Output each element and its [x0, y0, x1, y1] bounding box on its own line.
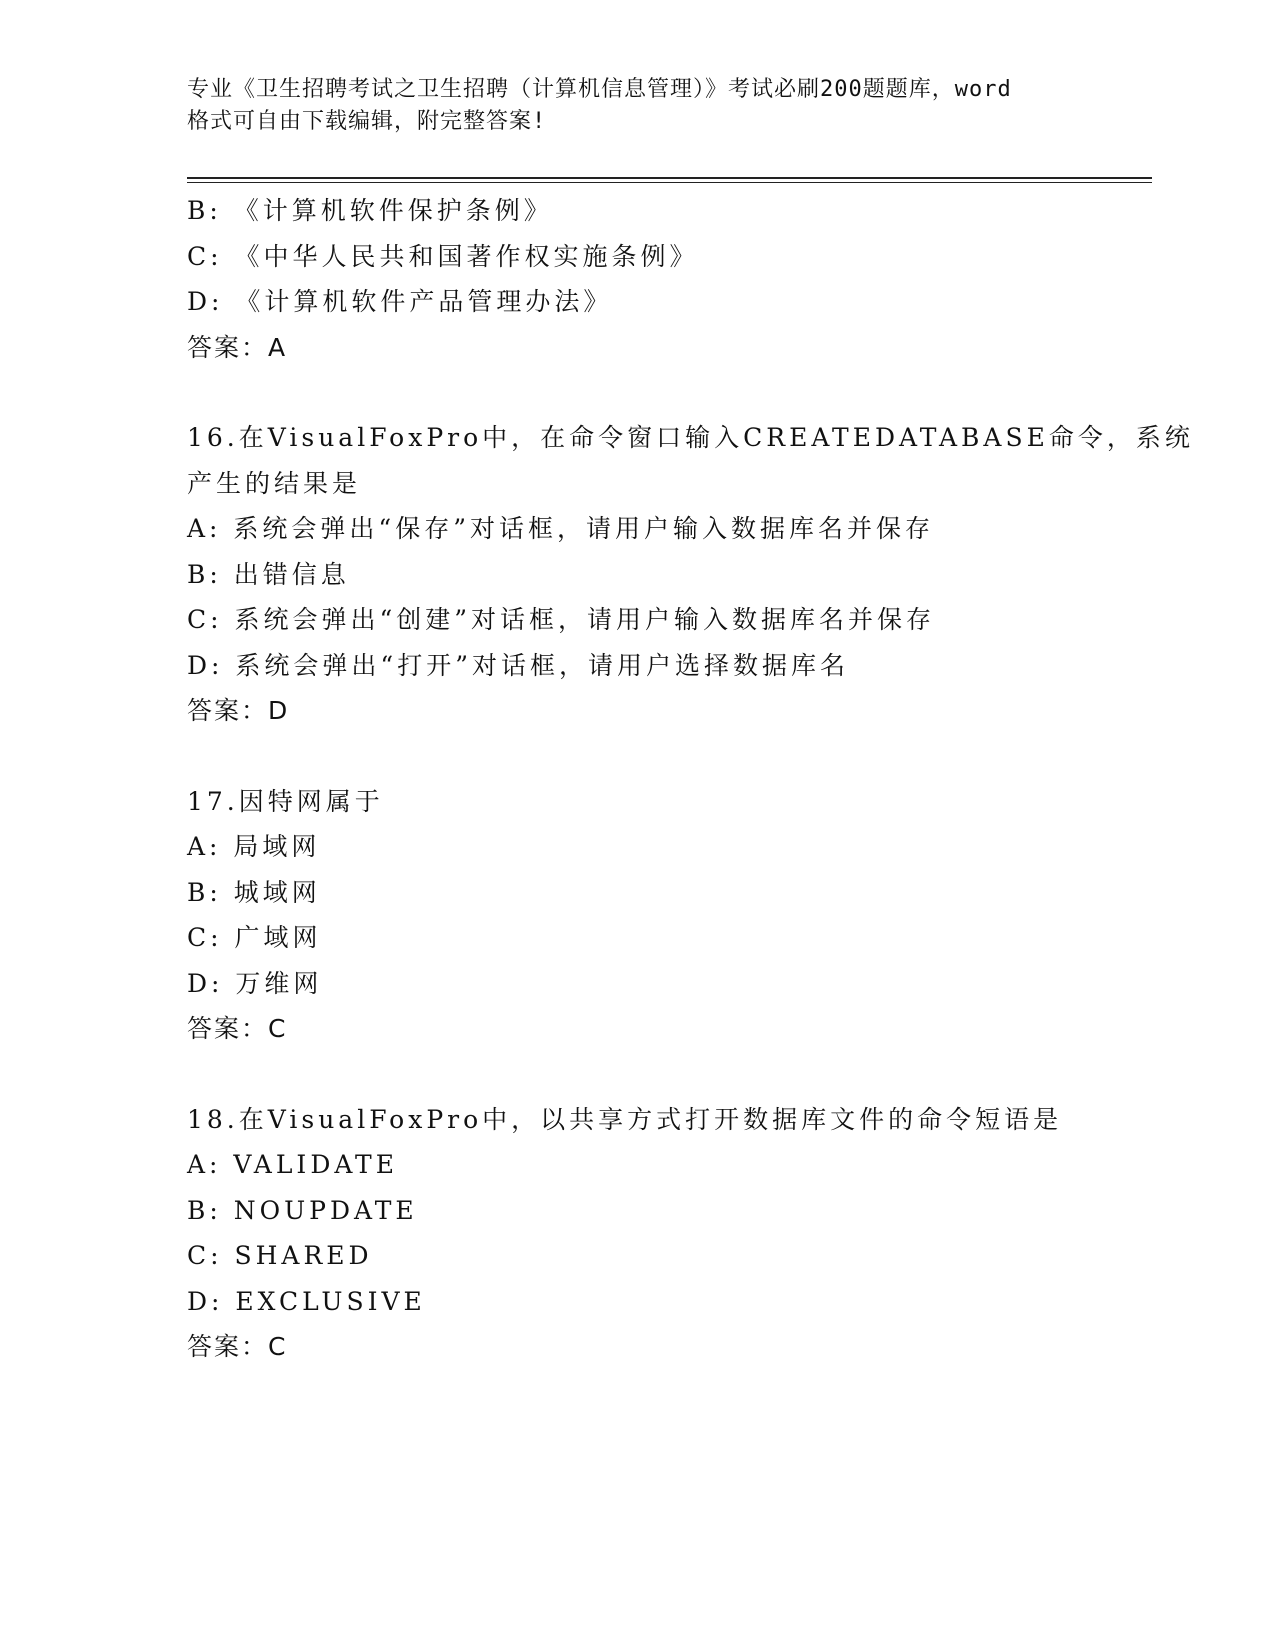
option-d: D: EXCLUSIVE: [187, 1286, 426, 1316]
question-17: [187, 779, 1147, 1052]
question-text-line-2: 产生的结果是: [187, 468, 362, 498]
option-a: A: 局域网: [187, 832, 321, 861]
option-c: C: SHARED: [187, 1241, 373, 1270]
option-b: B: 城域网: [187, 877, 321, 907]
question-18: [187, 1097, 1147, 1370]
option-d: D: 万维网: [187, 968, 323, 998]
header-divider-thin: [187, 182, 1152, 183]
option-a: A: 系统会弹出“保存”对话框，请用户输入数据库名并保存: [187, 514, 934, 543]
answer-line: 答案：A: [187, 332, 288, 362]
header-line-1: 专业《卫生招聘考试之卫生招聘（计算机信息管理）》考试必刷200题题库，word: [187, 77, 1012, 102]
option-c: C: 广域网: [187, 923, 322, 952]
option-c: C: 《中华人民共和国著作权实施条例》: [187, 241, 699, 271]
document-header: [187, 74, 1087, 138]
option-b: B: NOUPDATE: [187, 1195, 418, 1225]
question-16: [187, 415, 1194, 734]
question-text-line-1: 16.在VisualFoxPro中，在命令窗口输入CREATEDATABASE命令，系统: [187, 423, 1194, 452]
option-b: B: 《计算机软件保护条例》: [187, 196, 553, 225]
option-d: D: 《计算机软件产品管理办法》: [187, 287, 613, 316]
question-text: 17.因特网属于: [187, 786, 384, 816]
answer-line: 答案：C: [187, 1014, 288, 1043]
answer-line: 答案：D: [187, 696, 290, 725]
header-line-2: 格式可自由下载编辑，附完整答案!: [187, 109, 547, 134]
option-b: B: 出错信息: [187, 559, 350, 589]
option-a: A: VALIDATE: [187, 1150, 398, 1179]
header-divider-thick: [187, 177, 1152, 179]
option-c: C: 系统会弹出“创建”对话框，请用户输入数据库名并保存: [187, 605, 936, 634]
question-text: 18.在VisualFoxPro中，以共享方式打开数据库文件的命令短语是: [187, 1104, 1063, 1134]
question-15-continued: [187, 188, 1147, 370]
answer-line: 答案：C: [187, 1332, 288, 1361]
option-d: D: 系统会弹出“打开”对话框，请用户选择数据库名: [187, 650, 849, 680]
question-list: [187, 188, 1194, 1370]
